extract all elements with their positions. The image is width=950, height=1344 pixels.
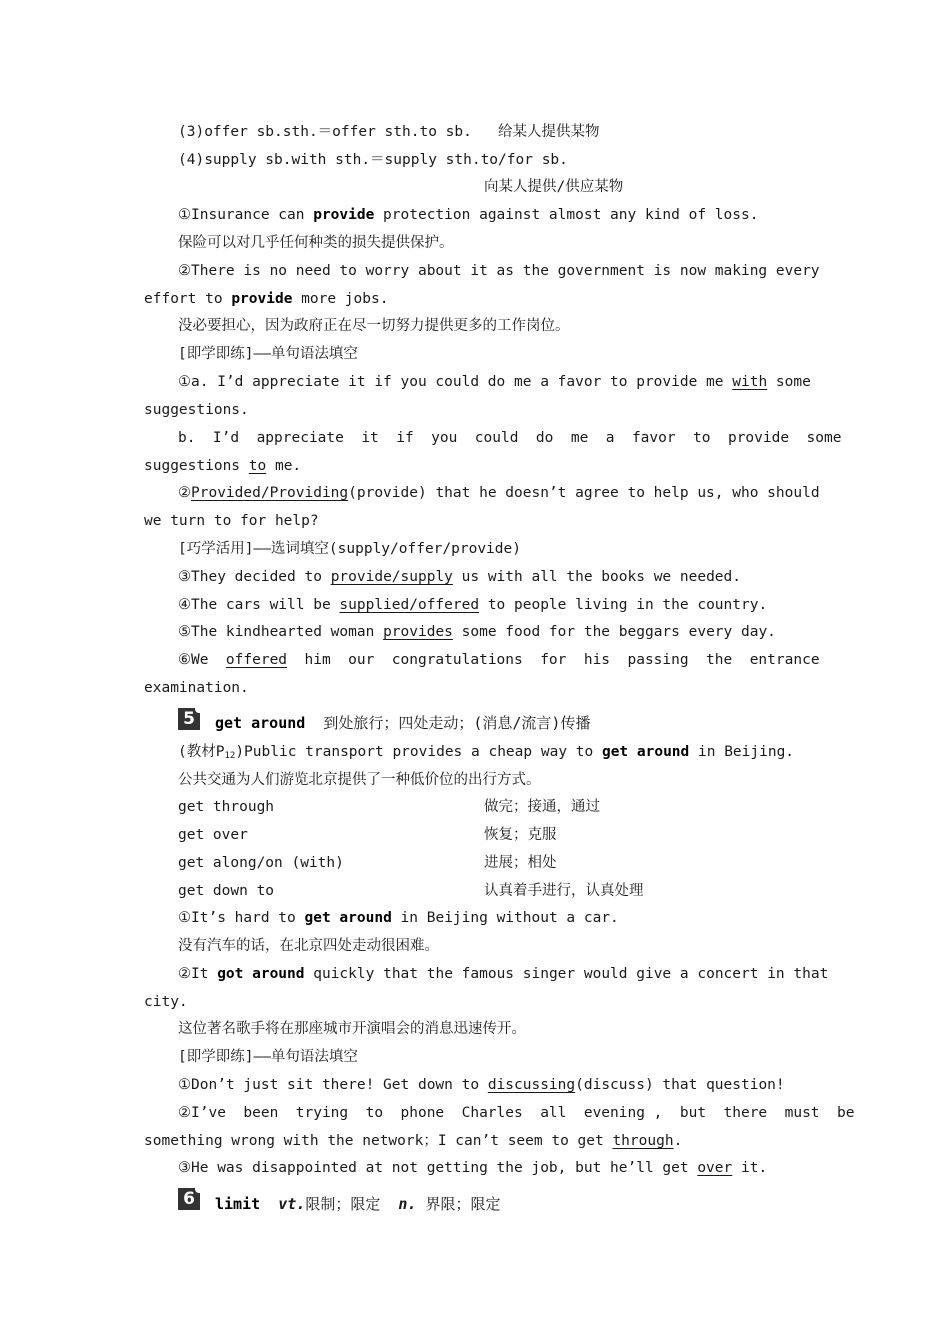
example-singer-cont: city.	[144, 994, 188, 1010]
word-choice-6-cont: examination.	[144, 680, 249, 696]
example-government-cn: 没必要担心，因为政府正在尽一切努力提供更多的工作岗位。	[178, 318, 570, 334]
line-supply-meaning: 向某人提供/供应某物	[484, 179, 624, 195]
drill-1b-cont: suggestions to me.	[144, 458, 302, 474]
phrase-en: get over	[178, 827, 248, 843]
drill-phone: ②I’ve been trying to phone Charles all evening , but there must be	[178, 1105, 855, 1121]
drill-phone-cont: something wrong with the network；I can’t seem to get through.	[144, 1133, 683, 1149]
phrase-en: get down to	[178, 883, 275, 899]
answer-blank: Provided/Providing	[191, 485, 349, 501]
phrase-cn: 进展；相处	[484, 855, 557, 871]
example-government: ②There is no need to worry about it as the government is now making every	[178, 263, 820, 279]
phrase-cn: 认真着手进行，认真处理	[484, 883, 644, 899]
section-6-heading: limit vt.限制；限定 n. 界限；限定	[215, 1195, 501, 1213]
drill-heading: [即学即练]——单句语法填空	[178, 1049, 358, 1065]
answer-blank: supplied/offered	[339, 597, 480, 613]
word-choice-5: ⑤The kindhearted woman provides some food for the beggars every day.	[178, 624, 776, 640]
example-insurance: ①Insurance can provide protection against almost any kind of loss.	[178, 207, 759, 223]
word-choice-heading: [巧学活用]——选词填空(supply/offer/provide)	[178, 541, 521, 557]
answer-blank: provides	[383, 624, 453, 640]
word-choice-3: ③They decided to provide/supply us with all the books we needed.	[178, 569, 741, 585]
section-number-badge: 6	[178, 1188, 200, 1210]
example-beijing: ①It’s hard to get around in Beijing without a car.	[178, 910, 619, 926]
example-singer: ②It got around quickly that the famous singer would give a concert in that	[178, 966, 829, 982]
phrase-en: get along/on (with)	[178, 855, 344, 871]
drill-discuss: ①Don’t just sit there! Get down to discussing(discuss) that question!	[178, 1077, 785, 1093]
textbook-example: (教材$P_{12})Public$ transport provides a cheap way to get around in Beijing.	[178, 744, 795, 761]
drill-1b: b. I’d appreciate it if you could do me a favor to provide some	[178, 430, 842, 446]
phrase-cn: 恢复；克服	[484, 827, 557, 843]
drill-heading: [即学即练]——单句语法填空	[178, 346, 358, 362]
answer-blank: through	[612, 1133, 674, 1149]
answer-blank: to	[248, 458, 267, 474]
line-supply-pattern: (4)supply sb.with sth.＝supply sth.to/for sb.	[178, 152, 568, 168]
word-choice-6: ⑥We offered him our congratulations for his passing the entrance	[178, 652, 820, 668]
example-singer-cn: 这位著名歌手将在那座城市开演唱会的消息迅速传开。	[178, 1021, 526, 1037]
answer-blank: with	[732, 374, 768, 390]
section-number-badge: 5	[178, 708, 200, 730]
example-insurance-cn: 保险可以对几乎任何种类的损失提供保护。	[178, 235, 454, 251]
drill-job: ③He was disappointed at not getting the job, but he’ll get over it.	[178, 1160, 768, 1176]
drill-1a: ①a. I’d appreciate it if you could do me a favor to provide me with some	[178, 374, 811, 390]
drill-2: ②Provided/Providing(provide) that he doesn’t agree to help us, who should	[178, 485, 820, 501]
drill-1a-cont: suggestions.	[144, 402, 249, 418]
word-choice-4: ④The cars will be supplied/offered to people living in the country.	[178, 597, 768, 613]
line-offer-pattern: (3)offer sb.sth.＝offer sth.to sb. 给某人提供某物	[178, 124, 600, 140]
example-government-cont: effort to provide more jobs.	[144, 291, 389, 307]
phrase-cn: 做完；接通，通过	[484, 799, 600, 815]
drill-2-cont: we turn to for help?	[144, 513, 319, 529]
textbook-example-cn: 公共交通为人们游览北京提供了一种低价位的出行方式。	[178, 772, 541, 788]
answer-blank: discussing	[487, 1077, 576, 1093]
answer-blank: offered	[225, 652, 288, 668]
phrase-en: get through	[178, 799, 275, 815]
section-5-heading: get around 到处旅行；四处走动；(消息/流言)传播	[215, 714, 591, 732]
example-beijing-cn: 没有汽车的话，在北京四处走动很困难。	[178, 938, 439, 954]
answer-blank: provide/supply	[330, 569, 453, 585]
answer-blank: over	[697, 1160, 733, 1176]
